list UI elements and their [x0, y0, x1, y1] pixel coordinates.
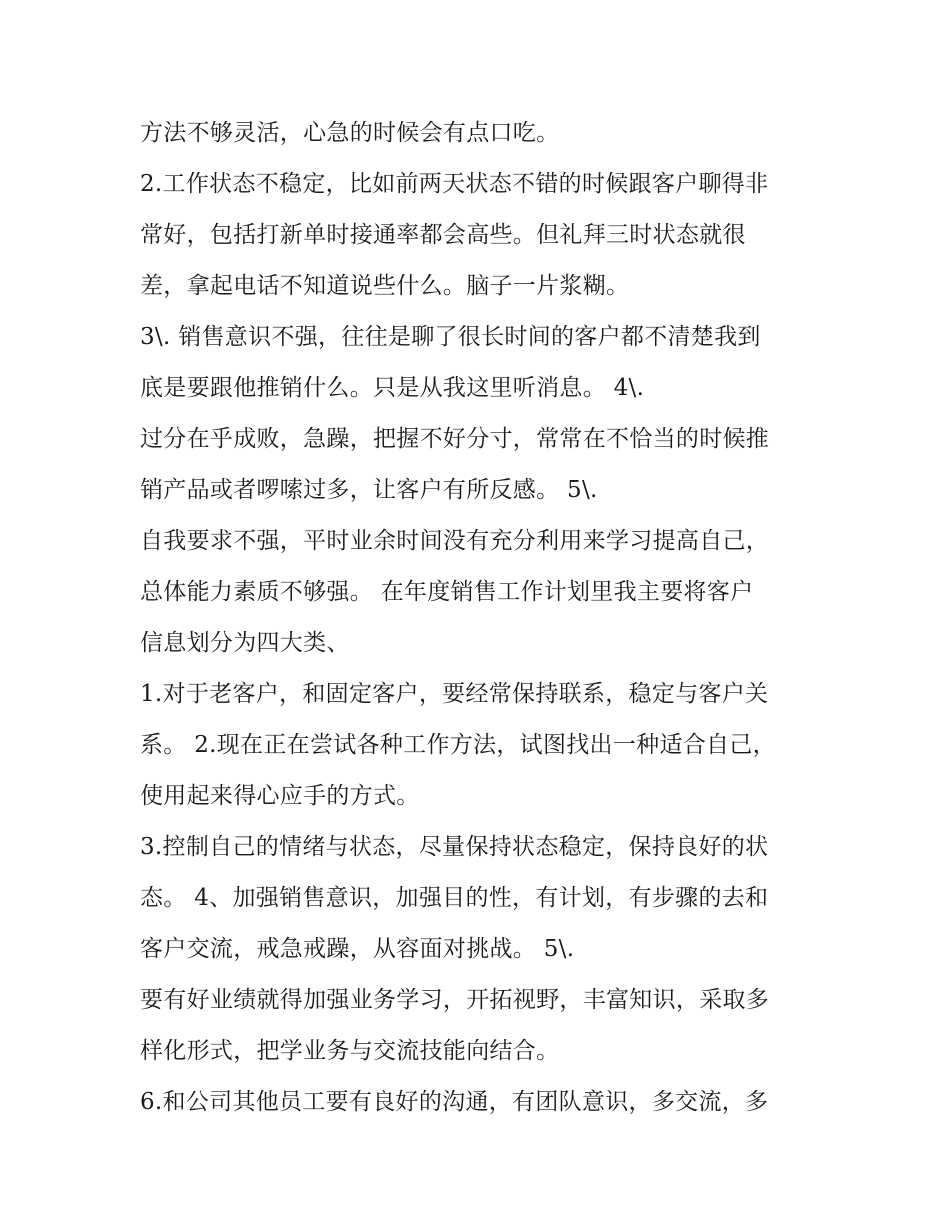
text-line: 客户交流，戒急戒躁，从容面对挑战。 5\.	[140, 936, 575, 962]
text-line: 态。 4、加强销售意识，加强目的性，有计划，有步骤的去和	[140, 885, 769, 911]
text-line: 差，拿起电话不知道说些什么。脑子一片浆糊。	[140, 273, 630, 299]
text-line: 使用起来得心应手的方式。	[140, 783, 420, 809]
text-line: 销产品或者啰嗦过多，让客户有所反感。 5\.	[140, 477, 598, 503]
text-line: 方法不够灵活，心急的时候会有点口吃。	[140, 120, 560, 146]
text-line: 自我要求不强，平时业余时间没有充分利用来学习提高自己，	[140, 528, 770, 554]
text-line: 样化形式，把学业务与交流技能向结合。	[140, 1038, 560, 1064]
text-line: 1.对于老客户，和固定客户，要经常保持联系，稳定与客户关	[140, 681, 769, 707]
text-line: 常好，包括打新单时接通率都会高些。但礼拜三时状态就很	[140, 222, 746, 248]
text-line: 6.和公司其他员工要有良好的沟通，有团队意识，多交流，多	[140, 1089, 769, 1115]
text-line: 要有好业绩就得加强业务学习，开拓视野，丰富知识，采取多	[140, 987, 770, 1013]
text-line: 总体能力素质不够强。 在年度销售工作计划里我主要将客户	[140, 579, 754, 605]
text-line: 3.控制自己的情绪与状态，尽量保持状态稳定，保持良好的状	[140, 834, 769, 860]
text-line: 信息划分为四大类、	[140, 630, 350, 656]
body-text	[140, 108, 840, 1128]
text-line: 过分在乎成败，急躁，把握不好分寸，常常在不恰当的时候推	[140, 426, 770, 452]
text-line: 2.工作状态不稳定，比如前两天状态不错的时候跟客户聊得非	[140, 171, 769, 197]
text-line: 系。 2.现在正在尝试各种工作方法，试图找出一种适合自己，	[140, 732, 776, 758]
text-line: 3\. 销售意识不强，往往是聊了很长时间的客户都不清楚我到	[140, 324, 761, 350]
text-line: 底是要跟他推销什么。只是从我这里听消息。 4\.	[140, 375, 645, 401]
